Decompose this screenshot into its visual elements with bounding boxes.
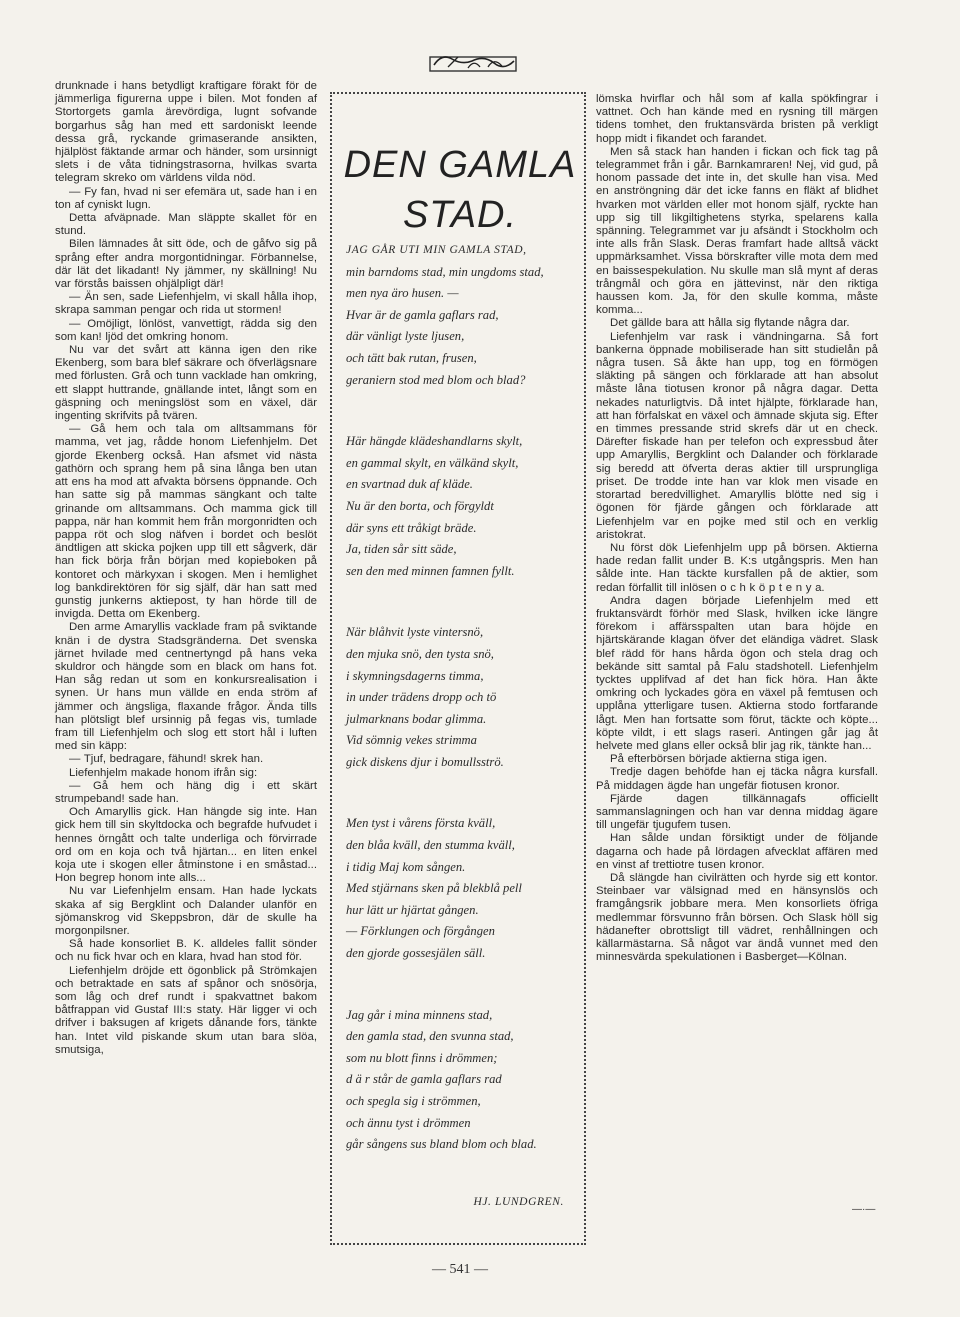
poem-line: och spegla sig i strömmen, (346, 1094, 481, 1108)
poem-line: som nu blott finns i drömmen; (346, 1050, 498, 1065)
right-paragraph: Men så stack han handen i fickan och fick tag på telegrammet från i går. Barnkamraren! Nej, vid gud, på honom passade det inte in, det skulle han visa. Med en anströngning där det icke fanns en fläkt af blidhet hvarken mot världen eller mot honom själf, ryckte han upp sig till likgiltighetens styrka, spelarens kalla spänning. Telegrammet var ju afsändt i Stockholm och inte alls från Slask. Deras framfart hade alltså väckt uppmärksamhet. Vissa börskrafter ville mota dem med en baissespekulation. Nu skulle man slå mynt af deras trångmål och göra en jättevinst, när den riktiga haussen kom. Ja, för den skulle komma, måste komma... (596, 145, 878, 317)
left-paragraph: drunknade i hans betydligt kraftigare förakt för de jämmerliga figurerna uppe i bilen. Mot fonden af Stortorgets gamla ärevördiga, lugnt sofvande borgarhus såg han med ett sardoniskt leende dessa grå, ryckande grimaserande ansikten, hjälplöst fäktande armar och händer, som ursinnigt slets i de våta tidningstrasorna, hvilkas svarta telegram skreko om världens vilda nöd. (55, 80, 317, 185)
poem-body (346, 240, 582, 1208)
poem-line: en gammal skylt, en välkänd skylt, (346, 455, 519, 470)
poem-line: den gamla stad, den svunna stad, (346, 1029, 514, 1044)
right-paragraph: Fjärde dagen tillkännagafs officiellt sammanslagningen och han var denna middag ägare till ungefär tjugufem tusen. (596, 792, 878, 832)
right-paragraph: Andra dagen började Liefenhjelm med ett fruktansvärdt förhör med Slask, hvilken icke längre förekom i affärsspalten utan bara höjde en hjärtskärande klagan öfver det eländiga vädret. Slask blef rädd för hans hårda ögon och stela drag och bekände sitt samtal på Falu stadshotell. Liefenhjelm tycktes upplifvad af det han fick höra. Han åkte omkring och lyckades göra en växel på femtusen och upplåna ytterligare tusen. Aktierna stodo fortfarande lågt. Men han fortsatte som förut, täckte och köpte... köpte vildt, i ett slags raseri. Antingen går jag åt helvete med glans eller också blir jag rik, tänkte han... (596, 594, 878, 752)
left-paragraph: Så hade konsorliet B. K. alldeles fallit sönder och nu fick hvar och en klara, hvad han stod för. (55, 938, 317, 964)
page-number: — 541 — (432, 1262, 488, 1277)
left-paragraph: Liefenhjelm makade honom ifrån sig: (69, 766, 258, 779)
left-paragraph: Och Amaryllis gick. Han hängde sig inte. Han gick hem till sin skyltdocka och begrafde hufvudet i hennes örngått och talte underliga och förvirrade ord om en koja och två hjärtan... en liten enkel koja ute i skogen eller åtminstone i en småstad... Hon begrep honom inte alls... (55, 806, 317, 885)
left-article-column (55, 80, 317, 1057)
right-paragraph: Nu först dök Liefenhjelm upp på börsen. Aktierna hade redan fallit under B. K:s utgångspris. Men han sålde inte. Han täckte kursfallen på de aktier, som redan förfallit till inlösen o c h k ö p t e n y a. (596, 541, 878, 594)
poem-line: där syns ett tråkigt bräde. (346, 520, 477, 535)
right-paragraph: Det gällde bara att hålla sig flytande några dar. (610, 317, 850, 330)
left-paragraph: — Gå hem och häng dig i ett skärt strumpeband! sade han. (55, 779, 317, 805)
end-mark: —·— (852, 1204, 876, 1215)
poem-line: men nya äro husen. — (346, 286, 459, 301)
left-paragraph: Den arme Amaryllis vacklade fram på sviktande knän i de dystra Stadsgränderna. Det svenska järnet hvilade med centnertyngd på hans veka skuldror och hängde som en black om hans fot. Han såg redan ut som en konkursrealisation i synen. Ur hans mun vällde en enda ström af jämmer och ängsliga, flaxande frågor. Ända tills han plötsligt blef ursinnig på fegas vis, tumlade fram till Liefenhjelm och slog ett stort hål i luften med sin käpp: (55, 621, 317, 753)
poem-line: d ä r står de gamla gaflars rad (346, 1072, 502, 1087)
poem-line: min barndoms stad, min ungdoms stad, (346, 264, 544, 279)
poem-line: in under trädens dropp och tö (346, 690, 497, 705)
poem-line: den blåa kväll, den stumma kväll, (346, 838, 515, 853)
poem-line: hur lätt ur hjärtat gången. (346, 902, 479, 917)
poem-title-line-1: DEN GAMLA (343, 144, 577, 186)
poem-line: Men tyst i vårens första kväll, (346, 816, 496, 831)
right-paragraph: Då slängde han civilrätten och hyrde sig ett kontor. Steinbaer var välsignad med en hänsynslös och framgångsrik jobbare mera. Men konsorliets öfriga medlemmar försvunno från börsen. Och Slask höll sig hädanefter obrottsligt till vädret, renhållningen och källarmästarna. Så något var ändå vunnet med den minnesvärda spekulationen i Basberget—Kölnan. (596, 871, 878, 964)
poem-signature: HJ. LUNDGREN. (473, 1195, 564, 1208)
left-paragraph: Detta afväpnade. Man släppte skallet för en stund. (55, 212, 317, 238)
right-paragraph: På efterbörsen började aktierna stiga igen. (610, 753, 828, 766)
poem-line: Hvar är de gamla gaflars rad, (346, 307, 499, 322)
right-paragraph: Tredje dagen behöfde han ej täcka några kursfall. På middagen ägde han ungefär fiotusen kronor. (596, 766, 878, 792)
poem-line: Jag går i mina minnens stad, (346, 1007, 493, 1022)
left-paragraph: — Än sen, sade Liefenhjelm, vi skall hålla ihop, skrapa samman pengar och rida ut stormen! (55, 291, 317, 317)
left-paragraph: — Fy fan, hvad ni ser efemära ut, sade han i en ton af cyniskt lugn. (55, 185, 317, 211)
poem-line: Nu är den borta, och förgyldt (346, 498, 494, 513)
poem-line: När blåhvit lyste vintersnö, (346, 625, 484, 640)
poem-line: i tidig Maj kom sången. (346, 859, 466, 874)
left-paragraph: — Tjuf, bedragare, fähund! skrek han. (69, 753, 264, 766)
poem-line: den gjorde gossesjälen säll. (346, 946, 486, 961)
poem-line: där vänligt lyste ljusen, (346, 329, 465, 344)
left-paragraph: — Omöjligt, lönlöst, vanvettigt, rädda sig den som kan! ljöd det omkring honom. (55, 317, 317, 343)
poem-line: julmarknans bodar glimma. (346, 711, 487, 726)
right-paragraph: Han sålde undan försiktigt under de följande dagarna och hade på lördagen afvecklat affären med en vinst af trettiotre tusen kronor. (596, 832, 878, 871)
poem-stanza (346, 240, 582, 391)
poem-line: Med stjärnans sken på blekblå pell (346, 881, 522, 896)
poem-line: geraniern stod med blom och blad? (346, 372, 526, 387)
poem-line: JAG GÅR UTI MIN GAMLA STAD, (346, 244, 527, 256)
poem-line: Vid sömnig vekes strimma (346, 733, 477, 748)
poem-title-line-2: STAD. (402, 194, 518, 236)
poem-title (338, 140, 582, 240)
poem-line: och tätt bak rutan, frusen, (346, 350, 477, 365)
poem-stanza (346, 622, 582, 773)
poem-stanza (346, 1005, 582, 1156)
poem-line: i skymningsdagerns timma, (346, 668, 484, 683)
poem-line: Här hängde klädeshandlarns skylt, (346, 434, 523, 449)
poem-line: sen den med minnen famnen fyllt. (346, 563, 515, 578)
poem-line: gick diskens djur i bomullsströ. (346, 754, 504, 769)
right-paragraph: Liefenhjelm var rask i vändningarna. Så fort bankerna öppnade mobiliserade han sitt studielån på några tusen. Så åkte han upp, tog en förmögen släkting på sängen och förklarade att han absolut måste låna tiotusen kronor på några dagar. Detta nekades naturligtvis. Då intet hjälpte, förklarade han, att han förfalskat en växel och ämnade skjuta sig. Efter en timmes pressande strid skrefs där ut en check. Därefter fiskade han per telefon och expressbud åter upp Amaryllis, Bergklint och Dalander och förklarade sig beredd att öfverta deras aktier till ursprungliga priset. De trodde inte han var klok men visade en storartad beredvillighet. Amaryllis blötte ned sig i ögonen för fjärde gången och förklarade att Liefenhjelm var en pojke med stil och en verklig aristokrat. (596, 330, 878, 541)
left-paragraph: Bilen lämnades åt sitt öde, och de gåfvo sig på språng efter andra morgontidningar. Förbannelse, där lät det likadant! Ny jämmer, ny skällning! Nu var förstås baissen ohjälpligt där! (55, 238, 317, 291)
poem-line: en svartnad duk af kläde. (346, 477, 473, 492)
left-paragraph: — Gå hem och tala om alltsammans för mamma, vet jag, rådde honom Liefenhjelm. Det gjorde Ekenberg också. Han afsmet vid nästa gathörn och sprang hem på sina långa ben utan att ens ha mod att afvakta börsens öppnande. Och han satte sig på mammas sängkant och talte grinande om alltsammans. Och mamma gick till pappa, när han kommit hem från morgonridten och pappa röt och slog näfven i bordet och beslöt ändtligen att skicka pojken upp till ett sågverk, där han fick börja från början med kopieboken på kontoret och märkyxan i skogen. Men i hemlighet log bankdirektören för sig själf, där han satt med gunstig junkerns aktiepost, ty han hörde till de invigda. Detta om Ekenberg. (55, 423, 317, 621)
right-paragraph: lömska hvirflar och hål som af kalla spökfingrar i vattnet. Och han kände med en rysning till märgen tidens tomhet, den fruktansvärda bristen på verkligt hopp midt i fikandet och farandet. (596, 93, 878, 145)
left-paragraph: Nu var det svårt att känna igen den rike Ekenberg, som bara blef säkrare och öfverlägsnare med förlusten. Grå och tunn vacklade han omkring, ett slappt huttrande, gnällande intet, långt som en gäspning och meningslöst som en växel, där ingenting skrifvits på tvären. (55, 344, 317, 423)
poem-line: Ja, tiden sår sitt säde, (346, 542, 457, 557)
left-paragraph: Liefenhjelm dröjde ett ögonblick på Strömkajen och betraktade en sats af spånor och snösörja, som låg och dref rundt i spakvattnet bakom båtfrappan vid Gustaf III:s staty. Här ligger vi och drifver i baksugen af krigets dånande fors, tänkte han. Intet vild piskande skum utan bara slöa, smutsiga, (55, 964, 317, 1056)
poem-line: den mjuka snö, den tysta snö, (346, 646, 494, 661)
poem-stanza (346, 813, 582, 964)
poem-line: går sångens sus bland blom och blad. (346, 1137, 537, 1152)
right-article-column (596, 93, 878, 964)
poem-line: och ännu tyst i drömmen (346, 1115, 471, 1130)
left-paragraph: Nu var Liefenhjelm ensam. Han hade lyckats skaka af sig Bergklint och Dalander ulanför en sjömanskrog vid Skeppsbron, där de skulle ha morgonpilsner. (55, 885, 317, 937)
poem-line: — Förklungen och förgången (346, 924, 495, 939)
idun-logo (428, 51, 520, 75)
poem-stanza (346, 431, 582, 582)
